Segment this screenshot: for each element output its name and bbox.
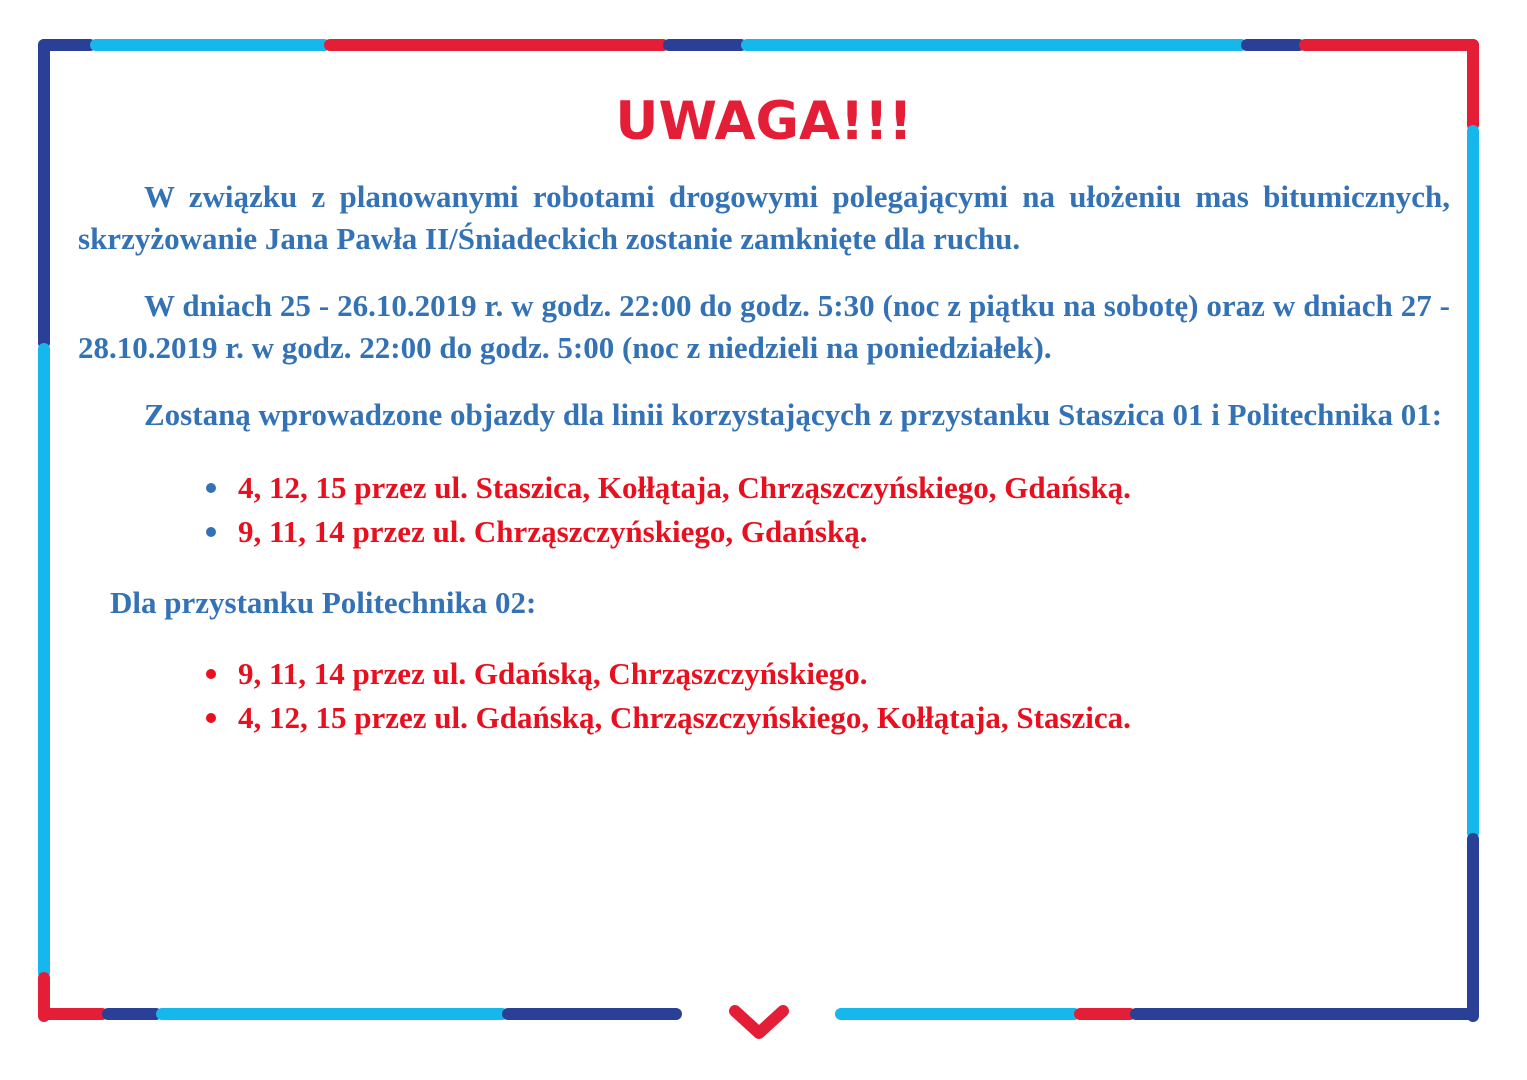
dates-paragraph: W dniach 25 - 26.10.2019 r. w godz. 22:00 do godz. 5:30 (noc z piątku na sobotę) oraz w dniach 27 - 28.10.2019 r. w godz. 22:00 do godz. 5:00 (noc z niedzieli na poniedziałek). <box>78 288 1450 365</box>
frame-segment <box>156 1008 508 1020</box>
detours-intro-paragraph: Zostaną wprowadzone objazdy dla linii korzystających z przystanku Staszica 01 i Politechnika 01: <box>144 397 1443 432</box>
list-item-text: 9, 11, 14 przez ul. Chrząszczyńskiego, Gdańską. <box>238 514 868 549</box>
list-item-text: 4, 12, 15 przez ul. Gdańską, Chrząszczyńskiego, Kołłątaja, Staszica. <box>238 700 1131 735</box>
frame-segment <box>1467 39 1479 131</box>
bullet-icon <box>206 483 216 493</box>
frame-segment <box>38 343 50 979</box>
frame-segment <box>38 1008 108 1020</box>
frame-segment <box>38 39 50 349</box>
frame-segment <box>102 1008 162 1020</box>
frame-segment <box>1130 1008 1479 1020</box>
detour-list-stop-2 <box>78 652 1450 740</box>
bullet-icon <box>206 713 216 723</box>
closure-paragraph: W związku z planowanymi robotami drogowymi polegającymi na ułożeniu mas bitumicznych, skrzyżowanie Jana Pawła II/Śniadeckich zostanie zamknięte dla ruchu. <box>78 179 1450 256</box>
chevron-down-icon <box>727 1003 791 1043</box>
list-item <box>206 510 1450 554</box>
bullet-icon <box>206 527 216 537</box>
frame-segment <box>324 39 669 51</box>
stop-2-subheading: Dla przystanku Politechnika 02: <box>110 585 537 620</box>
notice-body <box>78 88 1450 740</box>
notice-title: UWAGA!!! <box>615 91 913 152</box>
frame-segment <box>663 39 747 51</box>
list-item <box>206 652 1450 696</box>
frame-segment <box>741 39 1247 51</box>
list-item <box>206 696 1450 740</box>
frame-segment <box>1241 39 1305 51</box>
list-item-text: 9, 11, 14 przez ul. Gdańską, Chrząszczyńskiego. <box>238 656 868 691</box>
frame-segment <box>502 1008 682 1020</box>
frame-segment <box>1299 39 1479 51</box>
list-item <box>206 466 1450 510</box>
frame-segment <box>90 39 330 51</box>
frame-segment <box>1074 1008 1136 1020</box>
detour-list-stop-1 <box>78 466 1450 554</box>
frame-segment <box>835 1008 1080 1020</box>
frame-segment <box>1467 833 1479 1022</box>
frame-segment <box>1467 125 1479 839</box>
bullet-icon <box>206 669 216 679</box>
list-item-text: 4, 12, 15 przez ul. Staszica, Kołłątaja, Chrząszczyńskiego, Gdańską. <box>238 470 1131 505</box>
